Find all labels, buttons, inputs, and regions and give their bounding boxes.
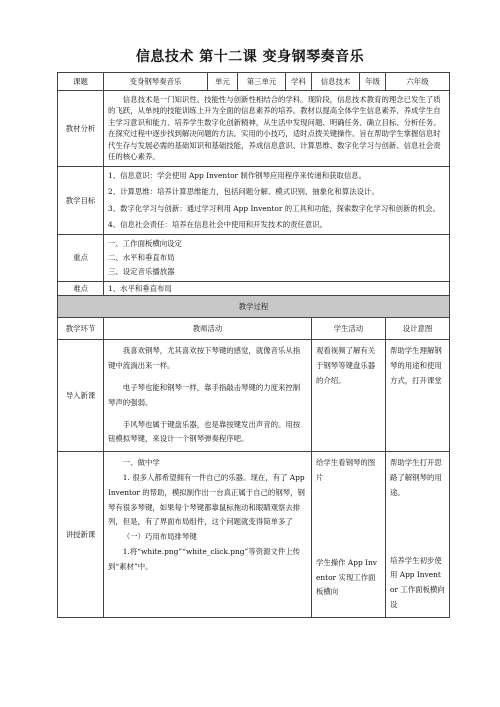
student-text: 观看视频了解有关于钢琴等键盘乐器的介绍。 [316,346,376,385]
course-value: 变身钢琴奏音乐 [104,73,208,91]
teacher-text: 我喜欢钢琴，尤其喜欢按下琴键的感觉，就像音乐从指键中流淌出来一样。 [108,346,301,371]
analysis-label: 教材分析 [58,91,104,167]
goal-item: 2、计算思维：培养计算思维能力，包括问题分解、模式识别、抽象化和算法设计。 [108,187,379,197]
info-row [58,73,450,91]
header-student: 学生活动 [312,318,386,340]
stage-new: 讲授新课 [58,452,104,618]
teacher-text: 1.将“white.png”“white_click.png”等资源文件上传到“素材”中。 [108,547,300,571]
grade-label: 年级 [360,73,386,91]
stage-intro: 导入新课 [58,340,104,452]
student-text: 学生操作 App Inventor 实现工作面板横向 [316,557,377,597]
subject-value: 信息技术 [312,73,360,91]
course-label: 课题 [58,73,104,91]
teacher-text: 电子琴也能和钢琴一样，靠手指敲击琴键的力度来控制琴声的强弱。 [108,382,301,407]
goals-label: 教学目标 [58,166,104,234]
intent-text: 培养学生初步使用 App Inventor 工作面板横向设 [390,555,445,610]
unit-value: 第三单元 [238,73,286,91]
lesson-plan-table [57,72,450,618]
header-stage: 教学环节 [58,318,104,340]
difficulty-label: 难点 [58,281,104,295]
goal-item: 1、信息意识：学会使用 App Inventor 制作钢琴应用程序来传递和获取信息。 [108,170,367,180]
teacher-text: 一、做中学 [122,458,160,468]
intent-text: 帮助学生理解钢琴的用途和使用方式，打开课堂 [390,346,442,385]
grade-value: 六年级 [386,73,450,91]
header-teacher: 教师活动 [104,318,312,340]
keypoint-item: 三、设定音乐播放器 [108,266,175,276]
analysis-text: 信息技术是一门知识性、技能性与创新性相结合的学科。现阶段，信息技术教育的理念已发生了质的飞跃，从单纯的技能训练上升为全面的信息素养的培养。教材以提高全体学生信息素养、养成学生自主学习意识和能力、培养学生数字化创新精神，从生活中发现问题、明确任务、确立目标、分析任务。在探究过程中逐步找到解决问题的方法。实用的小技巧，适时点拨关键操作。旨在帮助学生掌握信息时代生存与发展必需的基础知识和基础技能，养成信息意识、计算思维、数字化学习与创新、信息社会责任的核心素养。 [108,95,441,162]
keypoint-item: 一、工作面板横向设定 [108,238,182,248]
goal-item: 3、数字化学习与创新：通过学习利用 App Inventor 的工具和功能，探索数字化学习和创新的机会。 [108,203,440,213]
teacher-text: （一）巧用布局排琴键 [122,532,197,542]
goals-row [58,166,450,234]
difficulty-row [58,281,450,295]
process-header-row [58,318,450,340]
process-band-row [58,296,450,318]
keypoint-item: 二、水平和垂直布局 [108,252,175,262]
keypoints-row [58,234,450,281]
teacher-text: 1. 很多人都希望拥有一件自己的乐器。现在，有了 App Inventor 的帮助，模拟制作出一台真正属于自己的钢琴，钢琴有很多琴键，如果每个琴键都靠鼠标拖动和眼睛观察去排列，但是，有了界面布局组件，这个问题就变得简单多了 [108,473,305,527]
unit-label: 单元 [208,73,238,91]
goal-item: 4、信息社会责任：培养在信息社会中使用和开发技术的责任意识。 [108,220,328,230]
intent-text: 帮助学生打开思路了解钢琴的用途。 [390,458,442,497]
subject-label: 学科 [286,73,312,91]
document-title: 信息技术 第十二课 变身钢琴奏音乐 [135,49,365,65]
process-row-new [58,452,450,618]
student-text: 给学生看钢琴的图片 [316,458,376,483]
analysis-row [58,91,450,167]
teacher-text: 手风琴也属于键盘乐器，也是靠按键发出声音的。用按钮模拟琴键，来设计一个钢琴弹奏程序吧。 [108,419,301,444]
keypoints-label: 重点 [58,234,104,281]
process-row-intro [58,340,450,452]
process-band: 教学过程 [58,296,450,318]
header-intent: 设计意图 [386,318,450,340]
difficulty-text: 1、水平和垂直布局 [104,281,450,295]
